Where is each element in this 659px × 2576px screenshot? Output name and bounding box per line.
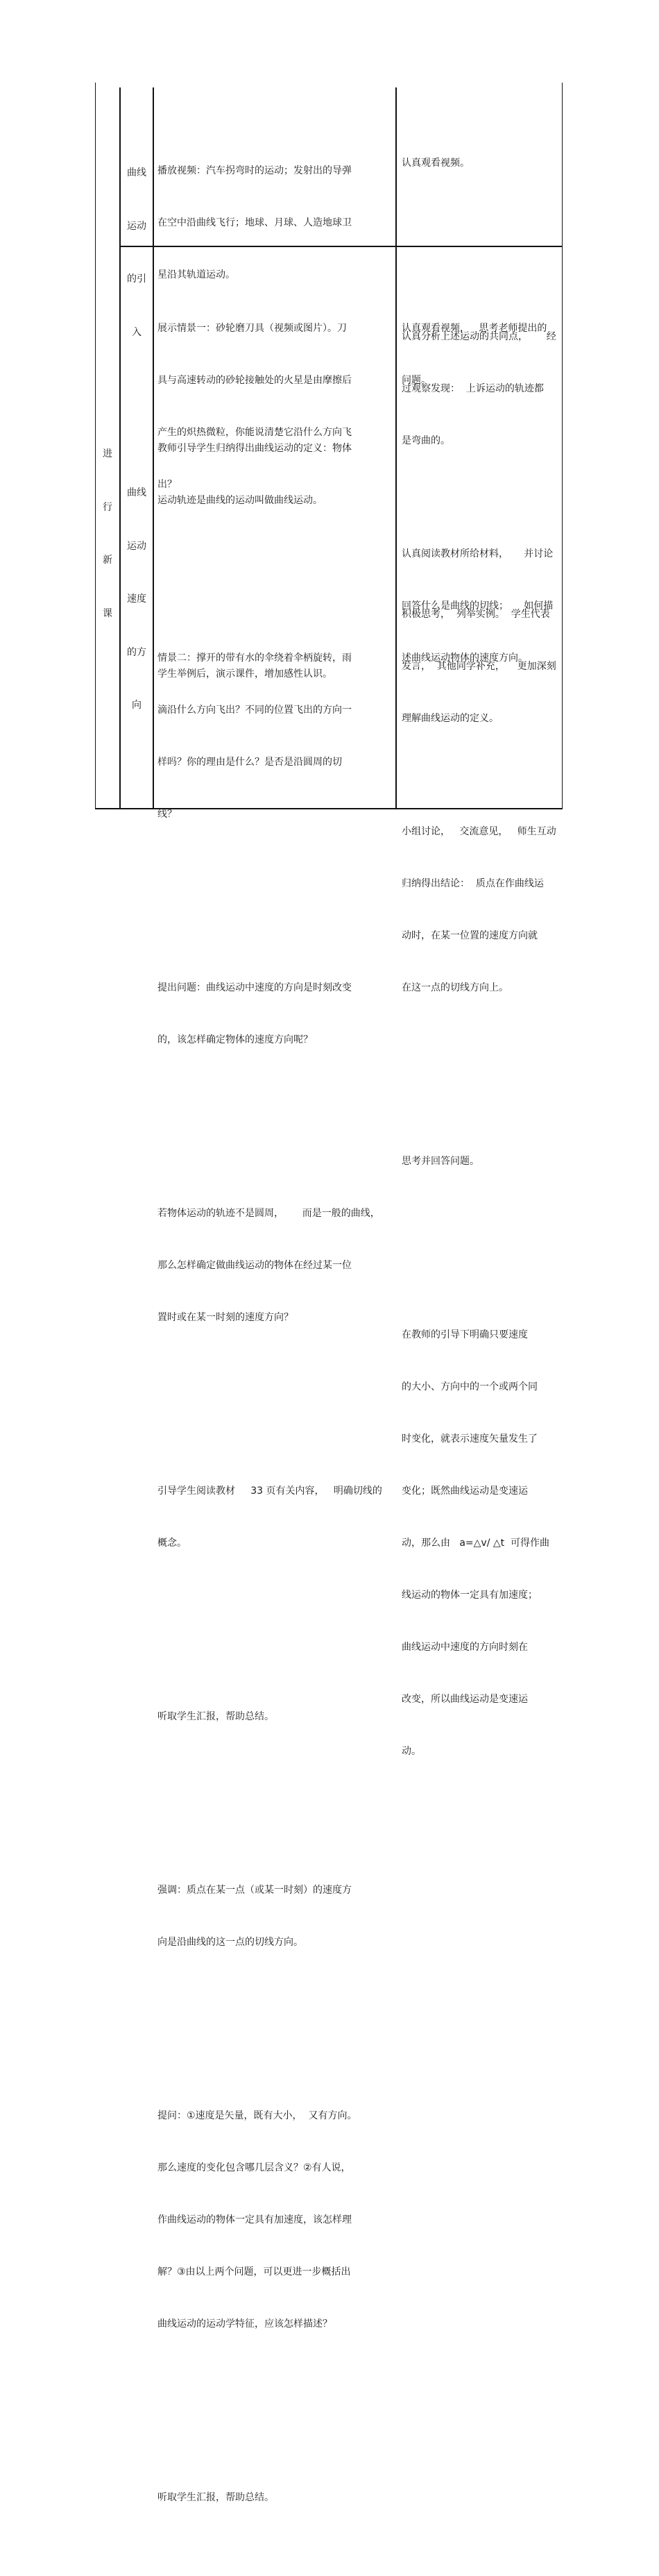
paragraph bbox=[402, 285, 556, 424]
topic-label-line: 入 bbox=[132, 326, 142, 338]
text-line: 改变，所以曲线运动是变速运 bbox=[402, 1694, 528, 1705]
text-line: 强调：质点在某一点（或某一时刻）的速度方 bbox=[157, 1885, 352, 1896]
text-line: 样吗？你的理由是什么？是否是沿圆周的切 bbox=[157, 757, 342, 768]
text-line: 星沿其轨道运动。 bbox=[157, 269, 235, 280]
text-line: 提出问题：曲线运动中速度的方向是时刻改变 bbox=[157, 982, 352, 993]
paragraph bbox=[157, 945, 382, 1084]
text-line: 在空中沿曲线飞行；地球、月球、人造地球卫 bbox=[157, 217, 352, 228]
topic-label-line: 运动 bbox=[127, 220, 146, 232]
text-line: 那么速度的变化包含哪几层含义？②有人说， bbox=[157, 2162, 351, 2173]
text-line: 若物体运动的轨迹不是圆周， 而是一般的曲线， bbox=[157, 1208, 380, 1219]
paragraph bbox=[402, 511, 556, 702]
text-line: 运动轨迹是曲线的运动叫做曲线运动。 bbox=[157, 495, 323, 506]
section-label bbox=[96, 410, 119, 658]
text-line: 时变化，就表示速度矢量发生了 bbox=[402, 1433, 538, 1445]
text-line: 置时或在某一时刻的速度方向？ bbox=[157, 1312, 293, 1323]
topic-label-line: 曲线 bbox=[127, 487, 146, 498]
text-line: 播放视频：汽车拐弯时的运动；发射出的导弹 bbox=[157, 165, 352, 176]
text-line: 线？ bbox=[157, 809, 177, 820]
text-line: 线运动的物体一定具有加速度； bbox=[402, 1590, 538, 1601]
paragraph bbox=[157, 1448, 382, 1587]
text-line: 展示情景一：砂轮磨刀具（视频或图片）。刀 bbox=[157, 323, 347, 334]
text-line: 概念。 bbox=[157, 1538, 187, 1549]
text-line: 作曲线运动的物体一定具有加速度，该怎样理 bbox=[157, 2214, 352, 2225]
paragraph bbox=[157, 615, 382, 858]
paragraph bbox=[157, 1170, 382, 1361]
topic-label-line: 的引 bbox=[127, 273, 146, 285]
text-line: 的，该怎样确定物体的速度方向呢？ bbox=[157, 1034, 313, 1045]
student-activity-cell bbox=[402, 251, 556, 1830]
paragraph bbox=[157, 1674, 382, 1760]
text-line: 解？③由以上两个问题，可以更进一步概括出 bbox=[157, 2266, 351, 2278]
paragraph bbox=[402, 1292, 556, 1795]
text-line: 归纳得出结论： 质点在作曲线运 bbox=[402, 878, 544, 889]
text-line: 曲线运动的运动学特征，应该怎样描述？ bbox=[157, 2318, 332, 2330]
table-divider-teacher bbox=[395, 87, 397, 809]
text-line: 认真阅读教材所给材料， 并讨论 bbox=[402, 548, 554, 559]
topic-label-line: 速度 bbox=[127, 594, 146, 605]
text-line: 动，那么由 a=△v/ △t 可得作曲 bbox=[402, 1538, 550, 1549]
text-line: 向是沿曲线的这一点的切线方向。 bbox=[157, 1937, 303, 1948]
text-line: 滴沿什么方向飞出？不同的位置飞出的方向一 bbox=[157, 705, 352, 716]
text-line: 动。 bbox=[402, 1746, 421, 1757]
topic-label-line: 运动 bbox=[127, 540, 146, 552]
topic-label-line: 向 bbox=[132, 700, 142, 711]
text-line: 学生举例后，演示课件，增加感性认识。 bbox=[157, 668, 332, 680]
text-line: 听取学生汇报，帮助总结。 bbox=[157, 2492, 274, 2503]
section-label-line: 课 bbox=[103, 607, 112, 619]
text-line: 变化；既然曲线运动是变速运 bbox=[402, 1485, 528, 1497]
text-line: 听取学生汇报，帮助总结。 bbox=[157, 1711, 274, 1722]
text-line: 在教师的引导下明确只要速度 bbox=[402, 1329, 528, 1340]
paragraph bbox=[402, 1118, 556, 1205]
topic-label-line: 曲线 bbox=[127, 167, 146, 178]
text-line: 那么怎样确定做曲线运动的物体在经过某一位 bbox=[157, 1260, 352, 1271]
paragraph bbox=[157, 285, 382, 528]
text-line: 在这一点的切线方向上。 bbox=[402, 982, 508, 993]
section-label-line: 进 bbox=[103, 448, 112, 460]
topic-label bbox=[121, 449, 153, 750]
teacher-activity-cell bbox=[157, 251, 382, 2576]
text-line: 问题。 bbox=[402, 375, 431, 386]
paragraph bbox=[402, 789, 556, 1032]
text-line: 小组讨论， 交流意见， 师生互动 bbox=[402, 826, 556, 837]
text-line: 的大小、方向中的一个或两个同 bbox=[402, 1381, 538, 1392]
text-line: 认真观看视频， 思考老师提出的 bbox=[402, 323, 547, 334]
paragraph bbox=[402, 120, 556, 207]
section-label-line: 新 bbox=[103, 555, 112, 566]
topic-label-line: 的方 bbox=[127, 646, 146, 658]
text-line: 积极思考， 列举实例。 学生代表 bbox=[402, 609, 550, 620]
text-line: 思考并回答问题。 bbox=[402, 1156, 479, 1167]
text-line: 教师引导学生归纳得出曲线运动的定义：物体 bbox=[157, 443, 352, 454]
text-line: 具与高速转动的砂轮接触处的火星是由摩擦后 bbox=[157, 375, 352, 386]
text-line: 出？ bbox=[157, 479, 177, 490]
text-line: 引导学生阅读教材 33 页有关内容， 明确切线的 bbox=[157, 1485, 382, 1497]
text-line: 认真观看视频。 bbox=[402, 158, 470, 169]
paragraph bbox=[157, 2455, 382, 2541]
topic-label bbox=[121, 129, 153, 377]
paragraph bbox=[157, 2073, 382, 2368]
text-line: 动时，在某一位置的速度方向就 bbox=[402, 930, 538, 941]
section-label-line: 行 bbox=[103, 501, 112, 513]
text-line: 曲线运动中速度的方向时刻在 bbox=[402, 1642, 528, 1653]
text-line: 过观察发现： 上诉运动的轨迹都 bbox=[402, 383, 544, 394]
text-line: 回答什么是曲线的切线； 如何描 bbox=[402, 600, 554, 612]
text-line: 产生的炽热微粒，你能说清楚它沿什么方向飞 bbox=[157, 427, 352, 438]
text-line: 理解曲线运动的定义。 bbox=[402, 713, 499, 724]
text-line: 述曲线运动物体的速度方向。 bbox=[402, 653, 528, 664]
text-line: 是弯曲的。 bbox=[402, 435, 450, 446]
text-line: 认真分析上述运动的共同点， 经 bbox=[402, 331, 556, 342]
table-border-right bbox=[562, 83, 563, 809]
text-line: 情景二：撑开的带有水的伞绕着伞柄旋转，雨 bbox=[157, 653, 352, 664]
table-divider-topic bbox=[153, 87, 154, 809]
text-line: 发言， 其他同学补充， 更加深刻 bbox=[402, 661, 556, 672]
paragraph bbox=[157, 1847, 382, 1986]
text-line: 提问：①速度是矢量，既有大小， 又有方向。 bbox=[157, 2110, 357, 2121]
